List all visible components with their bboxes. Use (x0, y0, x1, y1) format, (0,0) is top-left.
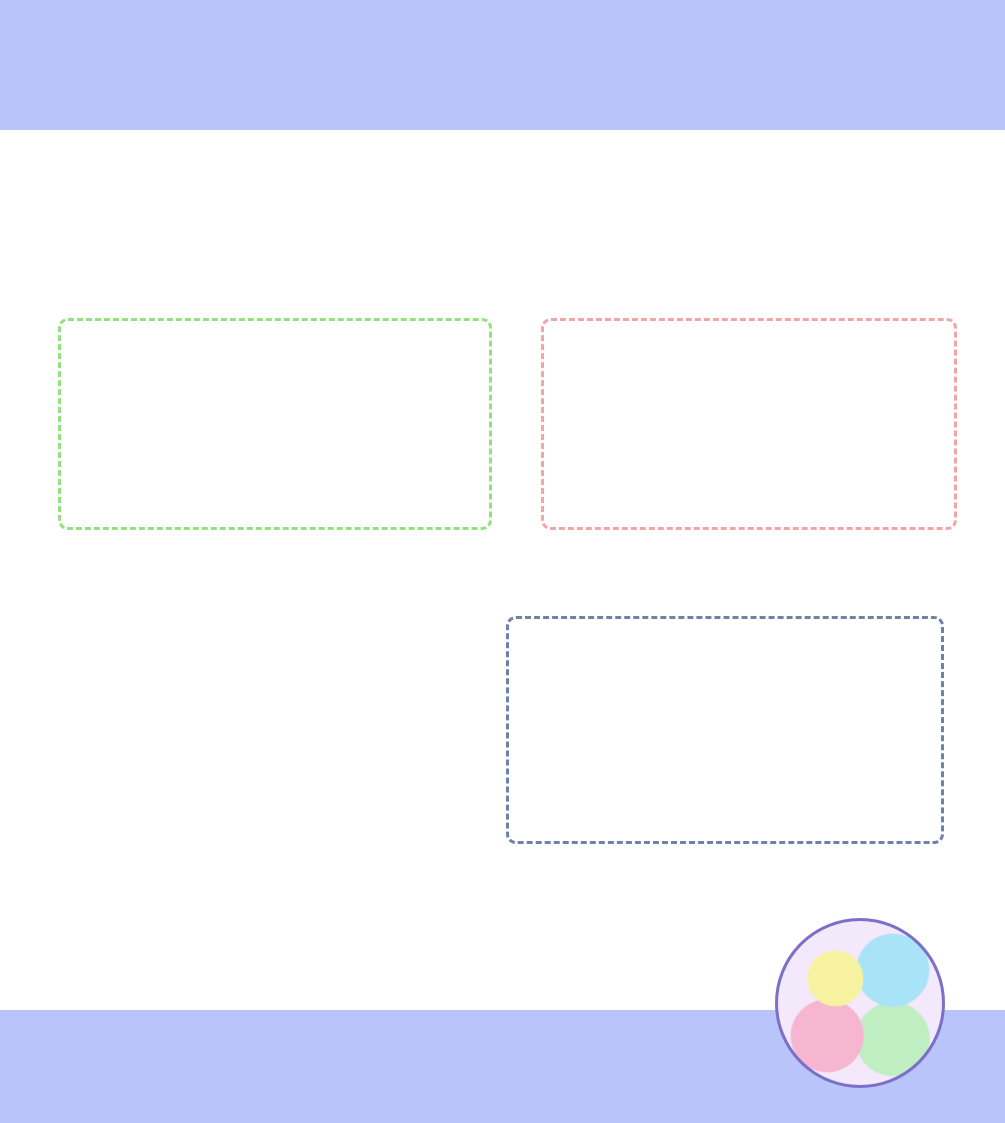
flower-decoration (0, 0, 1005, 130)
card-both-letters (506, 616, 944, 844)
brand-logo (775, 918, 945, 1088)
top-flower-banner (0, 0, 1005, 130)
card-print-letters (58, 318, 492, 530)
page-title (0, 132, 1005, 282)
card-cursive-letters (541, 318, 957, 530)
